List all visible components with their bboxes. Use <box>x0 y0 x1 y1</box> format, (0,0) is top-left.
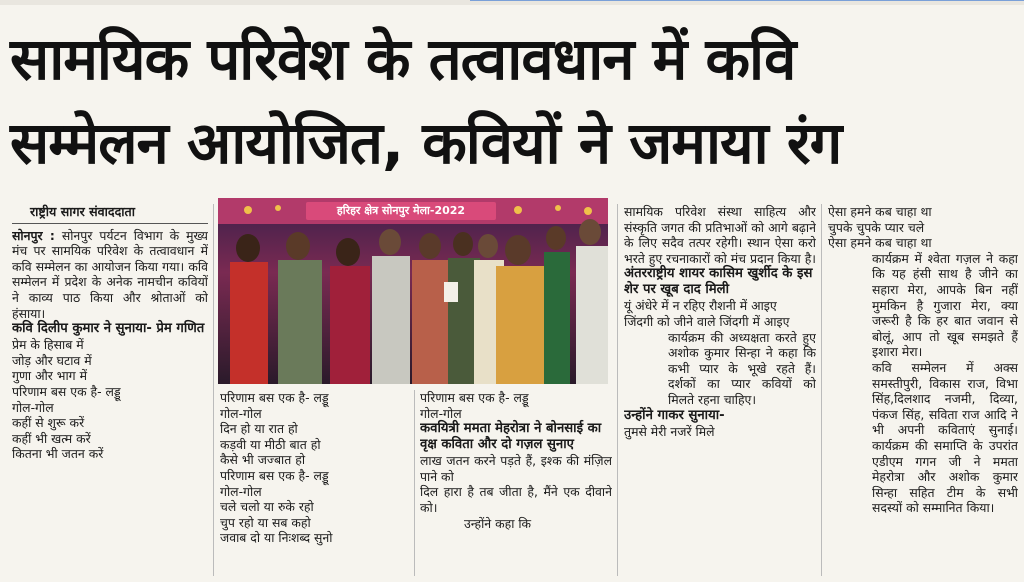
poem-line: गोल-गोल <box>220 483 262 499</box>
subhead-dilip: कवि दिलीप कुमार ने सुनाया- प्रेम गणित <box>12 321 205 337</box>
column-divider <box>414 390 415 576</box>
poem-line: परिणाम बस एक है- लड्डू <box>12 383 121 399</box>
column-4 <box>624 204 816 576</box>
poem-line: परिणाम बस एक है- लड्डू <box>420 390 529 405</box>
poem-line: दिन हो या रात हो <box>220 421 298 437</box>
subhead-qasim: अंतरराष्ट्रीय शायर कासिम खुर्शीद के इस शेर पर खूब दाद मिली <box>624 266 813 298</box>
poem-line: कितना भी जतन करें <box>12 446 104 462</box>
verse-line: चुपके चुपके प्यार चले <box>828 219 925 235</box>
ghazal-line-2: दिल हारा है तब जीता है, मैंने एक दीवाने को। <box>420 484 612 515</box>
subhead-sang: उन्होंने गाकर सुनाया- <box>624 407 725 423</box>
poem-line: परिणाम बस एक है- लड्डू <box>220 467 329 483</box>
byline-rule <box>12 223 208 224</box>
verse-line: जिंदगी को जीने वाले जिंदगी में आइए <box>624 313 790 329</box>
poem-line: कहीं भी खत्म करें <box>12 430 91 446</box>
headline-line-2: सम्मेलन आयोजित, कवियों ने जमाया रंग <box>10 109 842 177</box>
byline: राष्ट्रीय सागर संवाददाता <box>30 204 135 219</box>
event-photo-graphic <box>218 198 608 384</box>
lead-place: सोनपुर : <box>12 227 55 243</box>
poem-line: गोल-गोल <box>220 405 262 421</box>
ghazal-line-1: लाख जतन करने पड़ते हैं, इश्क की मंज़िल पाने को <box>420 453 612 484</box>
subhead-mamta: कवयित्री ममता मेहरोत्रा ने बोनसाई का वृक्ष कविता और दो गज़ल सुनाए <box>420 421 602 453</box>
col4-paragraph-2: कार्यक्रम की अध्यक्षता करते हुए अशोक कुमार सिन्हा ने कहा कि कभी प्यार के भूखे रहते हैं। दर्शकों का प्यार कवियों को मिलते रहना चाहिए। <box>668 329 816 407</box>
verse-line: ऐसा हमने कब चाहा था <box>828 204 932 219</box>
verse-line: ऐसा हमने कब चाहा था <box>828 235 932 251</box>
col3-closing: उन्होंने कहा कि <box>464 515 532 531</box>
col4-paragraph-1: सामयिक परिवेश संस्था साहित्य और संस्कृति जगत की प्रतिभाओं को आगे बढ़ाने के लिए सदैव तत्पर रहेगी। स्थान ऐसा करो भरते हुए रचनाकारों को मंच प्रदान किया है। <box>624 204 816 266</box>
poem-line: कड़वी या मीठी बात हो <box>220 436 321 452</box>
top-blue-line <box>470 0 1024 5</box>
poem-line: जवाब दो या निःशब्द सुनो <box>220 530 333 546</box>
poem-line: कैसे भी जज्बात हो <box>220 452 306 468</box>
photo-banner: हरिहर क्षेत्र सोनपुर मेला-2022 <box>306 202 496 220</box>
column-5 <box>828 204 1018 576</box>
poem-line: जोड़ और घटाव में <box>12 352 92 368</box>
top-border <box>0 0 1024 5</box>
column-divider <box>213 204 214 576</box>
column-3 <box>420 390 612 576</box>
poem-line: गुणा और भाग में <box>12 368 88 384</box>
lead-text: सोनपुर पर्यटन विभाग के मुख्य मंच पर सामयिक परिवेश के तत्वावधान में कवि सम्मेलन का आयोजन किया गया। कवि सम्मेलन में प्रदेश के अनेक नामचीन कवियों ने काव्य पाठ किया और श्रोताओं को हंसाया। <box>12 227 208 321</box>
column-divider <box>821 204 822 576</box>
column-1 <box>12 204 208 576</box>
poem-line: कहीं से शुरू करें <box>12 415 85 431</box>
poem-line: परिणाम बस एक है- लड्डू <box>220 390 329 405</box>
col5-paragraph-1: कार्यक्रम में श्वेता गज़ल ने कहा कि यह हंसी साथ है जीने का सहारा मेरा, आपके बिन नहीं मुमकिन है गुजारा मेरा, क्या जरूरी है कि हर बात जवान से बोलूं, आप तो खूब समझते हैं इशारा मेरा। <box>872 250 1018 360</box>
poem-line: चुप रहो या सब कहो <box>220 514 311 530</box>
headline-line-1: सामयिक परिवेश के तत्वावधान में कवि <box>10 25 796 93</box>
column-2 <box>220 390 410 576</box>
col5-paragraph-2: कवि सम्मेलन में अक्स समस्तीपुरी, विकास राज, विभा सिंह,दिलशाद नजमी, दिव्या, पंकज सिंह, सविता राज आदि ने भी अपनी कविताएं सुनाई। कार्यक्रम की समाप्ति के उपरांत एडीएम गगन जी ने ममता मेहरोत्रा और अशोक कुमार सिन्हा सहित टीम के सभी सदस्यों को सम्मानित किया। <box>872 359 1018 516</box>
column-divider <box>617 204 618 576</box>
poem-line: गोल-गोल <box>12 399 54 415</box>
lead-paragraph <box>12 228 208 322</box>
verse-line: यूं अंधेरे में न रहिए रौशनी में आइए <box>624 298 777 314</box>
poem-line: चले चलो या रुके रहो <box>220 499 314 515</box>
poem-line: प्रेम के हिसाब में <box>12 337 84 353</box>
verse-line: तुमसे मेरी नजरें मिले <box>624 423 715 439</box>
event-photo <box>218 198 608 384</box>
poem-line: गोल-गोल <box>420 405 462 421</box>
